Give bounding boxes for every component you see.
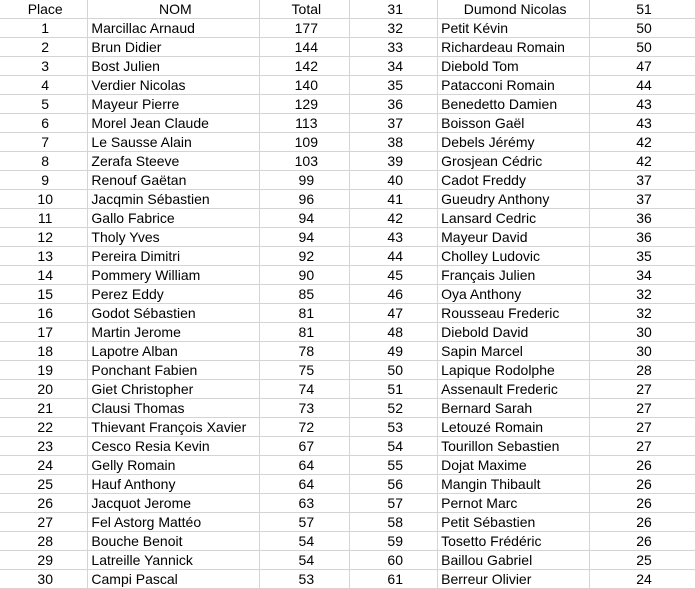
- place-cell-2[interactable]: 36: [350, 95, 438, 114]
- place-cell[interactable]: 6: [0, 114, 88, 133]
- name-cell-2[interactable]: Grosjean Cédric: [438, 152, 590, 171]
- name-cell-2[interactable]: Cadot Freddy: [438, 171, 590, 190]
- table-row: [0, 76, 696, 95]
- table-row: [0, 570, 696, 589]
- name-cell[interactable]: Jacquot Jerome: [88, 494, 260, 513]
- header-cell-total[interactable]: Total: [260, 0, 350, 19]
- name-cell[interactable]: Mayeur Pierre: [88, 95, 260, 114]
- place-cell[interactable]: 14: [0, 266, 88, 285]
- total-cell[interactable]: 78: [260, 342, 350, 361]
- table-row: [0, 133, 696, 152]
- total-cell-2[interactable]: 27: [590, 380, 696, 399]
- name-cell-2[interactable]: Petit Sébastien: [438, 513, 590, 532]
- place-cell-2[interactable]: 40: [350, 171, 438, 190]
- place-cell[interactable]: 2: [0, 38, 88, 57]
- table-row: [0, 247, 696, 266]
- total-cell-2[interactable]: 30: [590, 342, 696, 361]
- total-cell-2[interactable]: 25: [590, 551, 696, 570]
- header-cell-total-2[interactable]: 51: [590, 0, 696, 19]
- total-cell[interactable]: 144: [260, 38, 350, 57]
- name-cell-2[interactable]: Mayeur David: [438, 228, 590, 247]
- total-cell[interactable]: 94: [260, 209, 350, 228]
- place-cell-2[interactable]: 49: [350, 342, 438, 361]
- name-cell[interactable]: Latreille Yannick: [88, 551, 260, 570]
- place-cell[interactable]: 13: [0, 247, 88, 266]
- place-cell[interactable]: 28: [0, 532, 88, 551]
- name-cell-2[interactable]: Sapin Marcel: [438, 342, 590, 361]
- place-cell[interactable]: 23: [0, 437, 88, 456]
- table-row: [0, 361, 696, 380]
- total-cell-2[interactable]: 26: [590, 475, 696, 494]
- name-cell[interactable]: Gallo Fabrice: [88, 209, 260, 228]
- name-cell[interactable]: Jacqmin Sébastien: [88, 190, 260, 209]
- name-cell-2[interactable]: Diebold David: [438, 323, 590, 342]
- total-cell[interactable]: 140: [260, 76, 350, 95]
- name-cell-2[interactable]: Lapique Rodolphe: [438, 361, 590, 380]
- name-cell[interactable]: Gelly Romain: [88, 456, 260, 475]
- place-cell-2[interactable]: 53: [350, 418, 438, 437]
- total-cell-2[interactable]: 32: [590, 285, 696, 304]
- name-cell-2[interactable]: Tourillon Sebastien: [438, 437, 590, 456]
- name-cell[interactable]: Bost Julien: [88, 57, 260, 76]
- total-cell[interactable]: 92: [260, 247, 350, 266]
- total-cell-2[interactable]: 36: [590, 209, 696, 228]
- place-cell-2[interactable]: 58: [350, 513, 438, 532]
- total-cell[interactable]: 94: [260, 228, 350, 247]
- table-row: [0, 285, 696, 304]
- place-cell[interactable]: 9: [0, 171, 88, 190]
- total-cell-2[interactable]: 26: [590, 513, 696, 532]
- name-cell[interactable]: Tholy Yves: [88, 228, 260, 247]
- total-cell-2[interactable]: 47: [590, 57, 696, 76]
- total-cell[interactable]: 113: [260, 114, 350, 133]
- name-cell[interactable]: Martin Jerome: [88, 323, 260, 342]
- place-cell-2[interactable]: 61: [350, 570, 438, 589]
- place-cell[interactable]: 24: [0, 456, 88, 475]
- total-cell-2[interactable]: 42: [590, 152, 696, 171]
- total-cell-2[interactable]: 34: [590, 266, 696, 285]
- place-cell-2[interactable]: 51: [350, 380, 438, 399]
- place-cell[interactable]: 7: [0, 133, 88, 152]
- table-row: [0, 551, 696, 570]
- table-row: [0, 228, 696, 247]
- table-row: [0, 304, 696, 323]
- total-cell-2[interactable]: 37: [590, 171, 696, 190]
- place-cell-2[interactable]: 35: [350, 76, 438, 95]
- total-cell-2[interactable]: 24: [590, 570, 696, 589]
- header-cell-place-2[interactable]: 31: [350, 0, 438, 19]
- name-cell-2[interactable]: Mangin Thibault: [438, 475, 590, 494]
- place-cell-2[interactable]: 44: [350, 247, 438, 266]
- place-cell-2[interactable]: 56: [350, 475, 438, 494]
- total-cell[interactable]: 67: [260, 437, 350, 456]
- name-cell[interactable]: Clausi Thomas: [88, 399, 260, 418]
- place-cell[interactable]: 22: [0, 418, 88, 437]
- table-row: [0, 38, 696, 57]
- name-cell-2[interactable]: Benedetto Damien: [438, 95, 590, 114]
- place-cell[interactable]: 27: [0, 513, 88, 532]
- total-cell-2[interactable]: 26: [590, 494, 696, 513]
- name-cell[interactable]: Renouf Gaëtan: [88, 171, 260, 190]
- place-cell-2[interactable]: 42: [350, 209, 438, 228]
- total-cell[interactable]: 96: [260, 190, 350, 209]
- header-row: [0, 0, 696, 19]
- name-cell[interactable]: Brun Didier: [88, 38, 260, 57]
- table-row: [0, 456, 696, 475]
- place-cell[interactable]: 11: [0, 209, 88, 228]
- place-cell-2[interactable]: 55: [350, 456, 438, 475]
- name-cell-2[interactable]: Richardeau Romain: [438, 38, 590, 57]
- total-cell-2[interactable]: 50: [590, 38, 696, 57]
- place-cell-2[interactable]: 37: [350, 114, 438, 133]
- total-cell-2[interactable]: 30: [590, 323, 696, 342]
- name-cell-2[interactable]: Diebold Tom: [438, 57, 590, 76]
- total-cell-2[interactable]: 32: [590, 304, 696, 323]
- place-cell-2[interactable]: 57: [350, 494, 438, 513]
- total-cell[interactable]: 72: [260, 418, 350, 437]
- total-cell[interactable]: 109: [260, 133, 350, 152]
- total-cell-2[interactable]: 37: [590, 190, 696, 209]
- total-cell[interactable]: 54: [260, 551, 350, 570]
- name-cell-2[interactable]: Cholley Ludovic: [438, 247, 590, 266]
- total-cell-2[interactable]: 43: [590, 95, 696, 114]
- name-cell-2[interactable]: Debels Jérémy: [438, 133, 590, 152]
- name-cell[interactable]: Thievant François Xavier: [88, 418, 260, 437]
- table-row: [0, 494, 696, 513]
- table-row: [0, 95, 696, 114]
- name-cell-2[interactable]: Boisson Gaël: [438, 114, 590, 133]
- table-row: [0, 171, 696, 190]
- table-row: [0, 437, 696, 456]
- total-cell-2[interactable]: 43: [590, 114, 696, 133]
- place-cell-2[interactable]: 47: [350, 304, 438, 323]
- name-cell-2[interactable]: Bernard Sarah: [438, 399, 590, 418]
- place-cell-2[interactable]: 60: [350, 551, 438, 570]
- table-row: [0, 19, 696, 38]
- name-cell[interactable]: Campi Pascal: [88, 570, 260, 589]
- name-cell[interactable]: Godot Sébastien: [88, 304, 260, 323]
- name-cell-2[interactable]: Pernot Marc: [438, 494, 590, 513]
- place-cell-2[interactable]: 43: [350, 228, 438, 247]
- total-cell-2[interactable]: 36: [590, 228, 696, 247]
- header-cell-place[interactable]: Place: [0, 0, 88, 19]
- name-cell-2[interactable]: Petit Kévin: [438, 19, 590, 38]
- name-cell[interactable]: Zerafa Steeve: [88, 152, 260, 171]
- place-cell-2[interactable]: 38: [350, 133, 438, 152]
- total-cell[interactable]: 103: [260, 152, 350, 171]
- total-cell[interactable]: 63: [260, 494, 350, 513]
- place-cell[interactable]: 26: [0, 494, 88, 513]
- place-cell-2[interactable]: 50: [350, 361, 438, 380]
- name-cell[interactable]: Le Sausse Alain: [88, 133, 260, 152]
- name-cell-2[interactable]: Gueudry Anthony: [438, 190, 590, 209]
- total-cell[interactable]: 75: [260, 361, 350, 380]
- total-cell[interactable]: 81: [260, 323, 350, 342]
- name-cell[interactable]: Fel Astorg Mattéo: [88, 513, 260, 532]
- place-cell[interactable]: 8: [0, 152, 88, 171]
- name-cell[interactable]: Morel Jean Claude: [88, 114, 260, 133]
- total-cell[interactable]: 81: [260, 304, 350, 323]
- name-cell[interactable]: Lapotre Alban: [88, 342, 260, 361]
- place-cell-2[interactable]: 41: [350, 190, 438, 209]
- header-cell-nom[interactable]: NOM: [88, 0, 260, 19]
- name-cell-2[interactable]: Tosetto Frédéric: [438, 532, 590, 551]
- total-cell[interactable]: 85: [260, 285, 350, 304]
- total-cell-2[interactable]: 42: [590, 133, 696, 152]
- place-cell-2[interactable]: 46: [350, 285, 438, 304]
- total-cell[interactable]: 74: [260, 380, 350, 399]
- place-cell[interactable]: 18: [0, 342, 88, 361]
- place-cell[interactable]: 10: [0, 190, 88, 209]
- total-cell[interactable]: 64: [260, 475, 350, 494]
- place-cell-2[interactable]: 34: [350, 57, 438, 76]
- table-row: [0, 513, 696, 532]
- total-cell[interactable]: 177: [260, 19, 350, 38]
- table-row: [0, 57, 696, 76]
- place-cell-2[interactable]: 32: [350, 19, 438, 38]
- name-cell[interactable]: Pereira Dimitri: [88, 247, 260, 266]
- name-cell[interactable]: Hauf Anthony: [88, 475, 260, 494]
- name-cell-2[interactable]: Berreur Olivier: [438, 570, 590, 589]
- place-cell[interactable]: 25: [0, 475, 88, 494]
- table-row: [0, 190, 696, 209]
- name-cell-2[interactable]: Dojat Maxime: [438, 456, 590, 475]
- total-cell[interactable]: 90: [260, 266, 350, 285]
- place-cell[interactable]: 1: [0, 19, 88, 38]
- total-cell[interactable]: 57: [260, 513, 350, 532]
- name-cell[interactable]: Perez Eddy: [88, 285, 260, 304]
- total-cell-2[interactable]: 50: [590, 19, 696, 38]
- total-cell[interactable]: 142: [260, 57, 350, 76]
- name-cell[interactable]: Bouche Benoit: [88, 532, 260, 551]
- place-cell[interactable]: 19: [0, 361, 88, 380]
- place-cell-2[interactable]: 54: [350, 437, 438, 456]
- total-cell-2[interactable]: 28: [590, 361, 696, 380]
- name-cell[interactable]: Verdier Nicolas: [88, 76, 260, 95]
- place-cell-2[interactable]: 52: [350, 399, 438, 418]
- table-row: [0, 266, 696, 285]
- place-cell[interactable]: 15: [0, 285, 88, 304]
- place-cell-2[interactable]: 39: [350, 152, 438, 171]
- total-cell[interactable]: 73: [260, 399, 350, 418]
- total-cell[interactable]: 99: [260, 171, 350, 190]
- place-cell-2[interactable]: 59: [350, 532, 438, 551]
- total-cell-2[interactable]: 26: [590, 456, 696, 475]
- name-cell-2[interactable]: Oya Anthony: [438, 285, 590, 304]
- table-row: [0, 475, 696, 494]
- name-cell-2[interactable]: Français Julien: [438, 266, 590, 285]
- table-row: [0, 323, 696, 342]
- name-cell-2[interactable]: Lansard Cedric: [438, 209, 590, 228]
- table-row: [0, 152, 696, 171]
- total-cell[interactable]: 53: [260, 570, 350, 589]
- place-cell[interactable]: 16: [0, 304, 88, 323]
- total-cell[interactable]: 64: [260, 456, 350, 475]
- place-cell[interactable]: 29: [0, 551, 88, 570]
- name-cell-2[interactable]: Letouzé Romain: [438, 418, 590, 437]
- name-cell-2[interactable]: Baillou Gabriel: [438, 551, 590, 570]
- place-cell[interactable]: 3: [0, 57, 88, 76]
- table-row: [0, 114, 696, 133]
- name-cell[interactable]: Ponchant Fabien: [88, 361, 260, 380]
- table-row: [0, 532, 696, 551]
- table-row: [0, 209, 696, 228]
- total-cell[interactable]: 54: [260, 532, 350, 551]
- place-cell[interactable]: 12: [0, 228, 88, 247]
- total-cell-2[interactable]: 35: [590, 247, 696, 266]
- place-cell[interactable]: 21: [0, 399, 88, 418]
- place-cell-2[interactable]: 45: [350, 266, 438, 285]
- table-row: [0, 399, 696, 418]
- place-cell[interactable]: 17: [0, 323, 88, 342]
- place-cell-2[interactable]: 48: [350, 323, 438, 342]
- table-row: [0, 418, 696, 437]
- total-cell-2[interactable]: 27: [590, 437, 696, 456]
- total-cell-2[interactable]: 44: [590, 76, 696, 95]
- place-cell[interactable]: 4: [0, 76, 88, 95]
- name-cell-2[interactable]: Assenault Frederic: [438, 380, 590, 399]
- place-cell-2[interactable]: 33: [350, 38, 438, 57]
- name-cell-2[interactable]: Rousseau Frederic: [438, 304, 590, 323]
- name-cell-2[interactable]: Patacconi Romain: [438, 76, 590, 95]
- place-cell[interactable]: 30: [0, 570, 88, 589]
- total-cell-2[interactable]: 26: [590, 532, 696, 551]
- place-cell[interactable]: 20: [0, 380, 88, 399]
- total-cell[interactable]: 129: [260, 95, 350, 114]
- table-row: [0, 342, 696, 361]
- header-cell-nom-2[interactable]: Dumond Nicolas: [438, 0, 590, 19]
- place-cell[interactable]: 5: [0, 95, 88, 114]
- table-row: [0, 380, 696, 399]
- name-cell[interactable]: Marcillac Arnaud: [88, 19, 260, 38]
- total-cell-2[interactable]: 27: [590, 399, 696, 418]
- name-cell[interactable]: Giet Christopher: [88, 380, 260, 399]
- total-cell-2[interactable]: 27: [590, 418, 696, 437]
- name-cell[interactable]: Cesco Resia Kevin: [88, 437, 260, 456]
- name-cell[interactable]: Pommery William: [88, 266, 260, 285]
